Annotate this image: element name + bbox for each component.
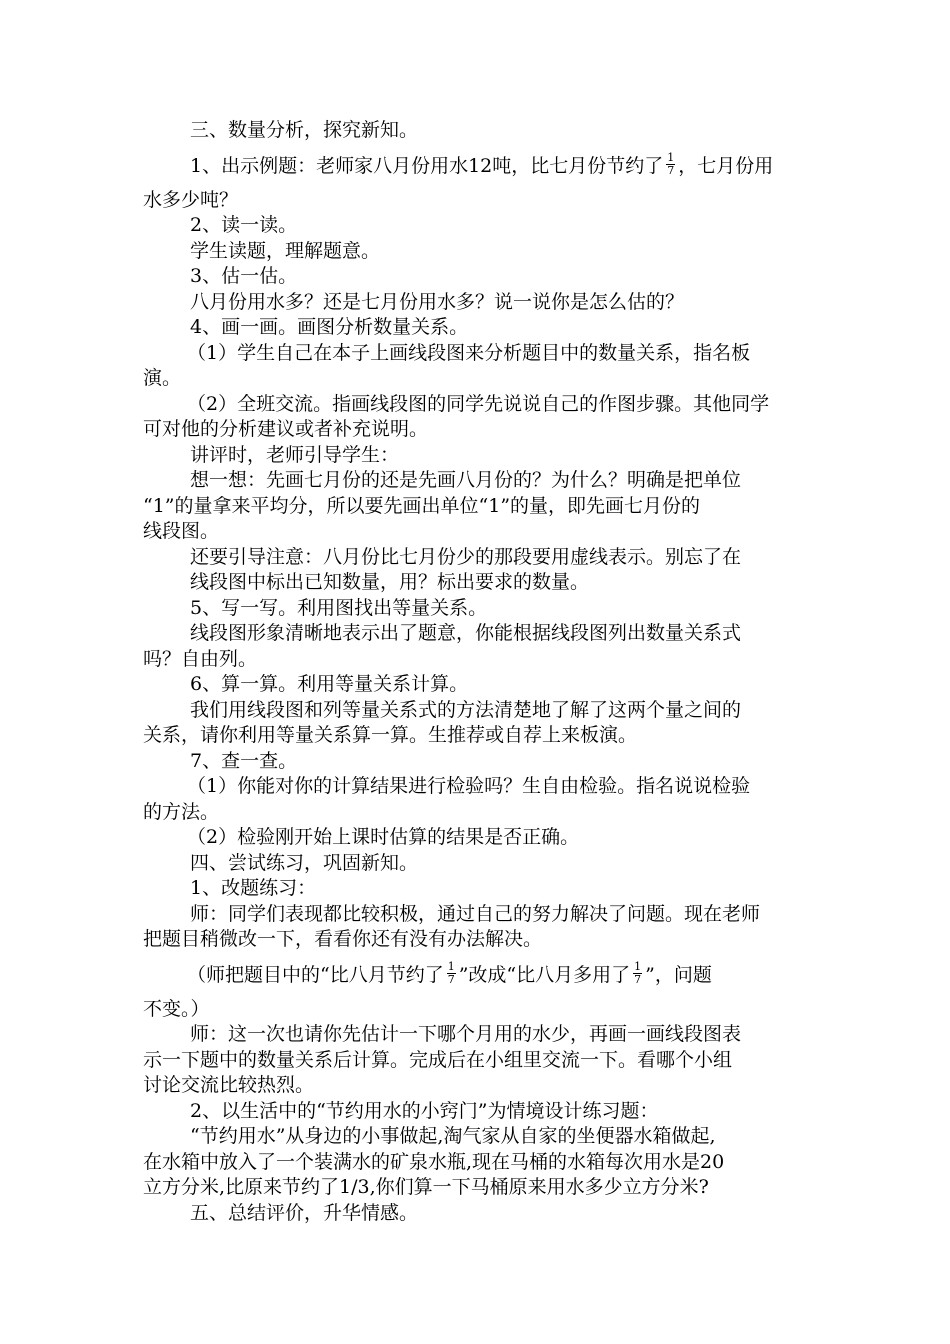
fraction-one-seventh: $\frac{1}{7}$ bbox=[634, 960, 642, 986]
paragraph-line: 还要引导注意：八月份比七月份少的那段要用虚线表示。别忘了在 bbox=[190, 545, 742, 568]
paragraph-line: 师：这一次也请你先估计一下哪个月用的水少，再画一画线段图表 bbox=[190, 1023, 742, 1045]
paragraph-line: （2）全班交流。指画线段图的同学先说说自己的作图步骤。其他同学 bbox=[187, 392, 770, 415]
paragraph-line: 八月份用水多？还是七月份用水多？说一说你是怎么估的？ bbox=[190, 290, 685, 313]
document-page bbox=[143, 118, 843, 1226]
paragraph-line: “1”的量拿来平均分，所以要先画出单位“1”的量，即先画七月份的 bbox=[143, 494, 701, 517]
paragraph-line: 4、画一画。画图分析数量关系。 bbox=[190, 316, 469, 338]
paragraph-line: 师：同学们表现都比较积极，通过自己的努力解决了问题。现在老师 bbox=[190, 902, 761, 925]
paragraph-line: 可对他的分析建议或者补充说明。 bbox=[143, 418, 429, 440]
paragraph-line: 把题目稍微改一下，看看你还有没有办法解决。 bbox=[143, 928, 543, 950]
paragraph-line: 演。 bbox=[143, 367, 182, 389]
section-heading-3: 三、数量分析，探究新知。 bbox=[190, 119, 419, 141]
fraction-one-seventh: $\frac{1}{7}$ bbox=[447, 960, 455, 986]
paragraph-line: 7、查一查。 bbox=[190, 749, 298, 772]
modified-problem: （师把题目中的“比八月节约了 $\frac{1}{7}$ ”改成“比八月多用了 $\frac{1}{7}$ ”，问题 bbox=[187, 960, 712, 986]
paragraph-line: 讨论交流比较热烈。 bbox=[143, 1074, 315, 1096]
section-heading-4: 四、尝试练习，巩固新知。 bbox=[190, 851, 419, 874]
paragraph-line: 的方法。 bbox=[143, 800, 220, 823]
paragraph-line: 2、以生活中的“节约用水的小窍门”为情境设计练习题： bbox=[190, 1099, 659, 1122]
fraction-one-seventh: $\frac{1}{7}$ bbox=[667, 151, 675, 177]
paragraph-line: 示一下题中的数量关系后计算。完成后在小组里交流一下。看哪个小组 bbox=[143, 1048, 733, 1071]
paragraph-line: 在水箱中放入了一个装满水的矿泉水瓶,现在马桶的水箱每次用水是20 bbox=[143, 1150, 725, 1173]
example-problem: 1、出示例题：老师家八月份用水12吨，比七月份节约了 $\frac{1}{7}$ ，七月份用 bbox=[190, 151, 774, 177]
paragraph-line: （2）检验刚开始上课时估算的结果是否正确。 bbox=[187, 826, 580, 848]
paragraph-line: 线段图中标出已知数量，用？标出要求的数量。 bbox=[190, 571, 590, 593]
paragraph-line: 3、估一估。 bbox=[190, 265, 298, 287]
section-heading-5: 五、总结评价，升华情感。 bbox=[190, 1201, 419, 1224]
paragraph-line: （1）你能对你的计算结果进行检验吗？生自由检验。指名说说检验 bbox=[187, 775, 751, 797]
paragraph-line: 我们用线段图和列等量关系式的方法清楚地了解了这两个量之间的 bbox=[190, 698, 742, 721]
paragraph-line: 2、读一读。 bbox=[190, 214, 298, 236]
paragraph-line: 1、改题练习： bbox=[190, 877, 317, 899]
paragraph-line: 学生读题，理解题意。 bbox=[190, 239, 381, 262]
paragraph-line: 立方分米,比原来节约了1/3,你们算一下马桶原来用水多少立方分米? bbox=[143, 1176, 709, 1198]
paragraph-line: 6、算一算。利用等量关系计算。 bbox=[190, 673, 469, 695]
paragraph-line: 吗？自由列。 bbox=[143, 647, 258, 670]
paragraph-line: 线段图。 bbox=[143, 520, 220, 542]
paragraph-line: 5、写一写。利用图找出等量关系。 bbox=[190, 596, 488, 619]
paragraph-line: 不变。） bbox=[143, 997, 210, 1020]
paragraph-line: 水多少吨？ bbox=[143, 188, 239, 211]
paragraph-line: 关系，请你利用等量关系算一算。生推荐或自荐上来板演。 bbox=[143, 724, 638, 746]
paragraph-line: （1）学生自己在本子上画线段图来分析题目中的数量关系，指名板 bbox=[187, 341, 751, 364]
paragraph-line: 想一想：先画七月份的还是先画八月份的？为什么？明确是把单位 bbox=[190, 469, 742, 491]
paragraph-line: “节约用水”从身边的小事做起,淘气家从自家的坐便器水箱做起, bbox=[190, 1125, 716, 1147]
paragraph-line: 讲评时，老师引导学生： bbox=[190, 443, 400, 466]
paragraph-line: 线段图形象清晰地表示出了题意，你能根据线段图列出数量关系式 bbox=[190, 622, 742, 644]
